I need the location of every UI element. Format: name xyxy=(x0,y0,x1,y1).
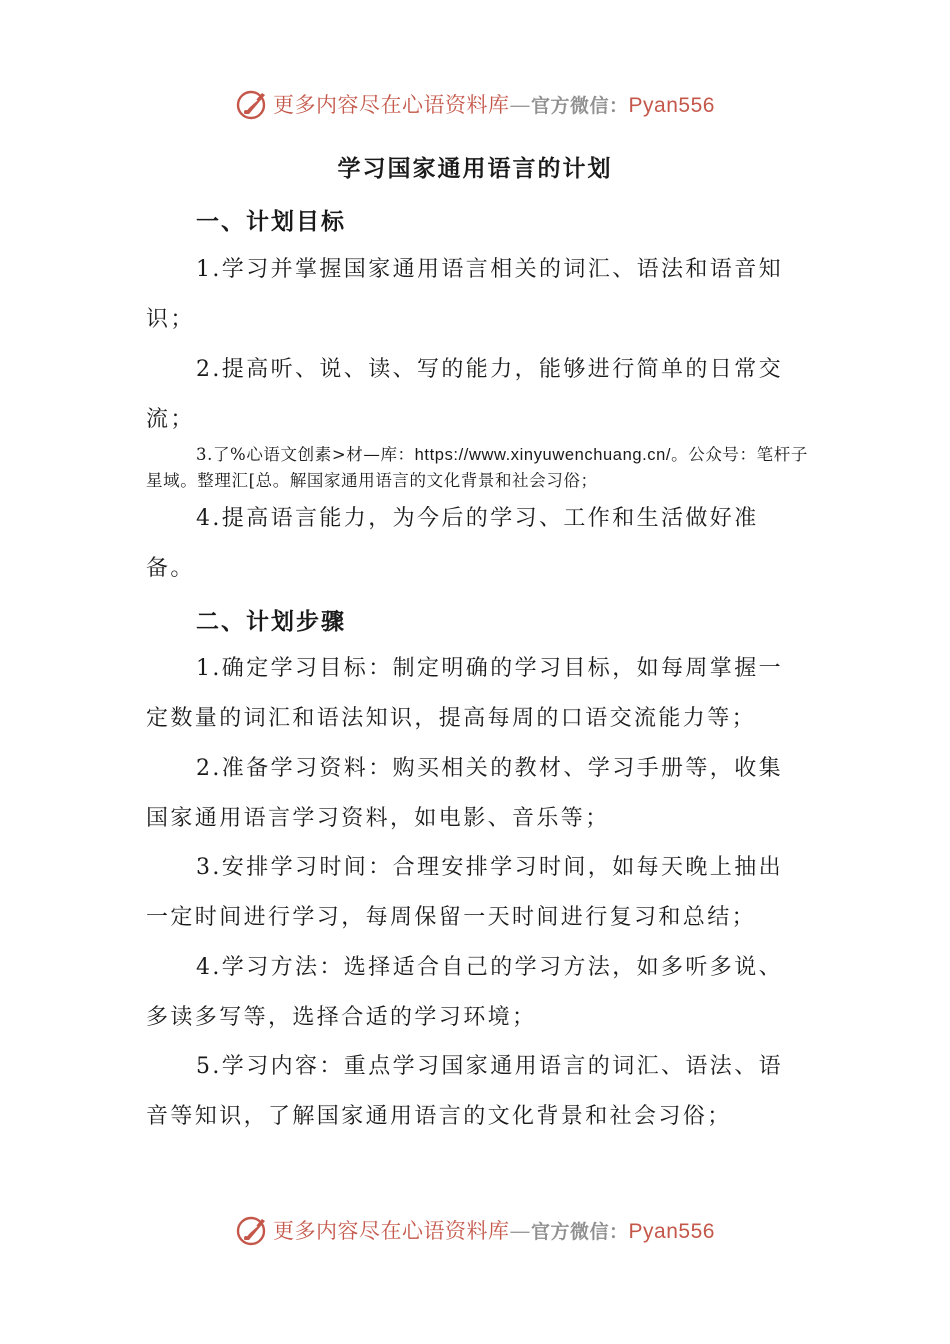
goal-item-4: 4.提高语言能力，为今后的学习、工作和生活做好准备。 xyxy=(146,506,759,581)
step-item-1: 1.确定学习目标：制定明确的学习目标，如每周掌握一定数量的词汇和语法知识，提高每周的口语交流能力等； xyxy=(146,656,783,731)
step-item-4: 4.学习方法：选择适合自己的学习方法，如多听多说、多读多写等，选择合适的学习环境； xyxy=(146,955,783,1030)
quill-logo-icon xyxy=(235,1213,269,1247)
banner-account: Pyan556 xyxy=(628,94,715,117)
document-title: 学习国家通用语言的计划 xyxy=(337,156,613,182)
banner-text xyxy=(273,1215,715,1245)
goal-item-3 xyxy=(146,442,810,494)
goal-item-1: 1.学习并掌握国家通用语言相关的词汇、语法和语音知识； xyxy=(146,257,783,332)
step-item-3: 3.安排学习时间：合理安排学习时间，如每天晚上抽出一定时间进行学习，每周保留一天时间进行复习和总结； xyxy=(146,855,783,930)
goal-3-suffix: 。公众号：笔杆子星域。整理汇[总。解国家通用语言的文化背景和社会习俗； xyxy=(146,445,808,490)
banner-label: 官方微信： xyxy=(531,95,629,117)
step-item-5: 5.学习内容：重点学习国家通用语言的词汇、语法、语音等知识，了解国家通用语言的文化背景和社会习俗； xyxy=(146,1054,783,1129)
goal-3-prefix: 3.了%心语文创素>材—库： xyxy=(196,445,415,464)
banner-brand: 更多内容尽在心语资料库 xyxy=(273,93,510,117)
header-banner xyxy=(0,84,950,124)
goal-item-2: 2.提高听、说、读、写的能力，能够进行简单的日常交流； xyxy=(146,357,783,432)
banner-separator: — xyxy=(509,1219,532,1243)
banner-label: 官方微信： xyxy=(531,1221,629,1243)
quill-logo-icon xyxy=(235,87,269,121)
step-item-2: 2.准备学习资料：购买相关的教材、学习手册等，收集国家通用语言学习资料，如电影、音乐等； xyxy=(146,756,783,831)
section-heading-goals: 一、计划目标 xyxy=(196,209,346,235)
banner-account: Pyan556 xyxy=(628,1220,715,1243)
footer-banner xyxy=(0,1210,950,1250)
banner-text xyxy=(273,89,715,119)
banner-separator: — xyxy=(509,93,532,117)
banner-brand: 更多内容尽在心语资料库 xyxy=(273,1219,510,1243)
goal-3-url: https://www.xinyuwenchuang.cn/ xyxy=(414,446,672,464)
section-heading-steps: 二、计划步骤 xyxy=(196,609,346,635)
